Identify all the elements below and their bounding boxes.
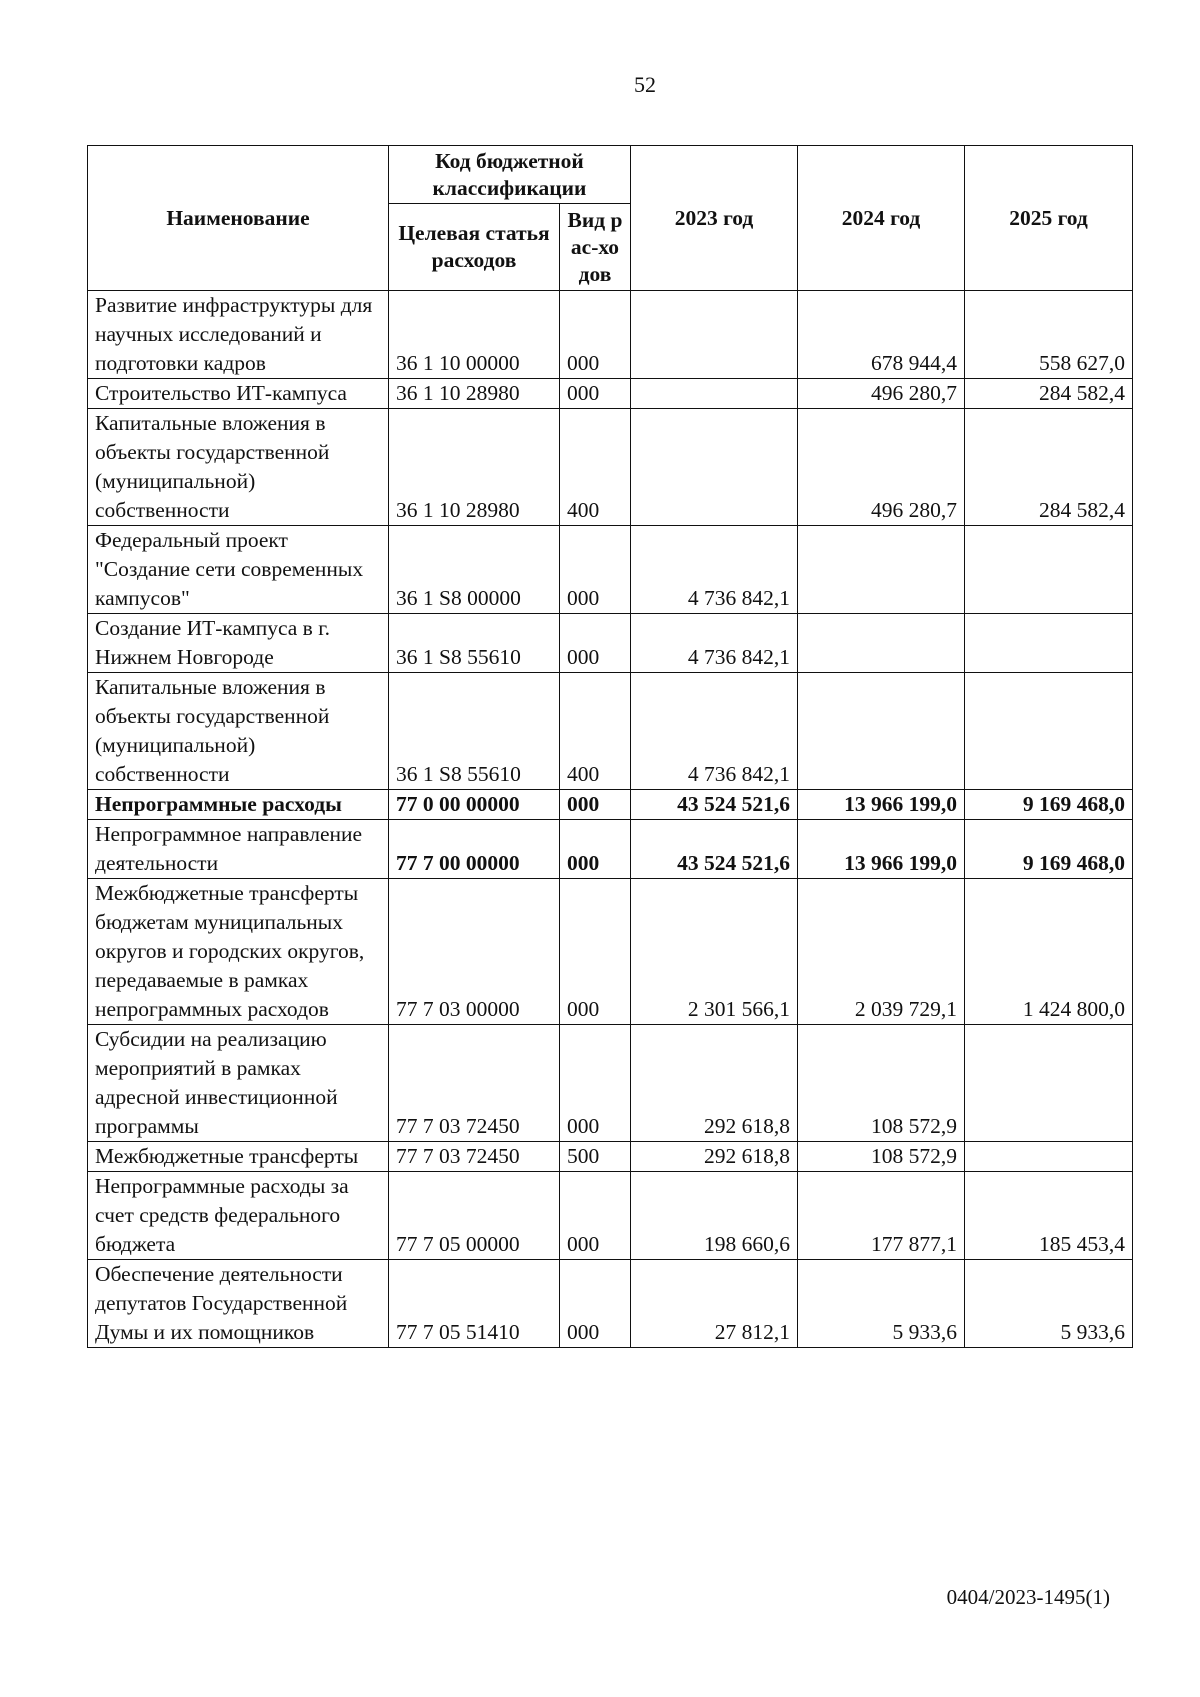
- cell-y2024: 496 280,7: [798, 379, 965, 409]
- cell-code: 36 1 10 28980: [389, 379, 560, 409]
- cell-y2023: 2 301 566,1: [631, 879, 798, 1025]
- cell-y2025: 9 169 468,0: [965, 790, 1133, 820]
- cell-name: Федеральный проект "Создание сети современных кампусов": [88, 526, 389, 614]
- cell-kind: 500: [560, 1142, 631, 1172]
- cell-kind: 000: [560, 1172, 631, 1260]
- cell-y2024: 496 280,7: [798, 409, 965, 526]
- cell-kind: 000: [560, 1025, 631, 1142]
- cell-code: 77 0 00 00000: [389, 790, 560, 820]
- cell-kind: 000: [560, 379, 631, 409]
- cell-name: Межбюджетные трансферты бюджетам муниципальных округов и городских округов, передаваемые в рамках непрограммных расходов: [88, 879, 389, 1025]
- cell-y2024: [798, 614, 965, 673]
- cell-y2025: 284 582,4: [965, 379, 1133, 409]
- cell-kind: 000: [560, 790, 631, 820]
- cell-code: 36 1 10 00000: [389, 291, 560, 379]
- cell-name: Создание ИТ-кампуса в г. Нижнем Новгороде: [88, 614, 389, 673]
- cell-y2025: [965, 614, 1133, 673]
- cell-kind: 400: [560, 409, 631, 526]
- cell-y2025: [965, 673, 1133, 790]
- cell-kind: 400: [560, 673, 631, 790]
- cell-y2023: 4 736 842,1: [631, 673, 798, 790]
- cell-name: Обеспечение деятельности депутатов Государственной Думы и их помощников: [88, 1260, 389, 1348]
- table-row: [88, 409, 1133, 526]
- budget-table: [87, 145, 1133, 1348]
- table-row: [88, 614, 1133, 673]
- cell-name: Непрограммные расходы за счет средств федерального бюджета: [88, 1172, 389, 1260]
- cell-y2023: 4 736 842,1: [631, 526, 798, 614]
- cell-kind: 000: [560, 820, 631, 879]
- cell-y2024: 13 966 199,0: [798, 790, 965, 820]
- cell-code: 36 1 S8 00000: [389, 526, 560, 614]
- table-row: [88, 379, 1133, 409]
- cell-kind: 000: [560, 291, 631, 379]
- table-body: [88, 291, 1133, 1348]
- cell-y2025: 185 453,4: [965, 1172, 1133, 1260]
- cell-y2024: 5 933,6: [798, 1260, 965, 1348]
- cell-y2025: 1 424 800,0: [965, 879, 1133, 1025]
- cell-y2025: [965, 1025, 1133, 1142]
- cell-y2023: 43 524 521,6: [631, 820, 798, 879]
- cell-y2025: 9 169 468,0: [965, 820, 1133, 879]
- cell-y2025: [965, 1142, 1133, 1172]
- table-row: [88, 790, 1133, 820]
- table-row: [88, 879, 1133, 1025]
- header-code-group: Код бюджетной классификации: [389, 146, 631, 204]
- cell-code: 36 1 S8 55610: [389, 614, 560, 673]
- cell-code: 77 7 03 72450: [389, 1142, 560, 1172]
- cell-kind: 000: [560, 1260, 631, 1348]
- table-row: [88, 1260, 1133, 1348]
- table-row: [88, 673, 1133, 790]
- cell-y2024: [798, 526, 965, 614]
- cell-y2023: 292 618,8: [631, 1025, 798, 1142]
- cell-kind: 000: [560, 879, 631, 1025]
- table-row: [88, 1142, 1133, 1172]
- cell-name: Развитие инфраструктуры для научных исследований и подготовки кадров: [88, 291, 389, 379]
- table-row: [88, 1172, 1133, 1260]
- table-row: [88, 291, 1133, 379]
- cell-y2024: 108 572,9: [798, 1025, 965, 1142]
- cell-y2025: 284 582,4: [965, 409, 1133, 526]
- header-name: Наименование: [88, 146, 389, 291]
- table-row: [88, 526, 1133, 614]
- cell-name: Непрограммные расходы: [88, 790, 389, 820]
- cell-code: 77 7 03 00000: [389, 879, 560, 1025]
- cell-y2023: [631, 291, 798, 379]
- cell-y2024: 678 944,4: [798, 291, 965, 379]
- cell-name: Капитальные вложения в объекты государственной (муниципальной) собственности: [88, 673, 389, 790]
- cell-y2025: 558 627,0: [965, 291, 1133, 379]
- cell-code: 36 1 10 28980: [389, 409, 560, 526]
- cell-code: 36 1 S8 55610: [389, 673, 560, 790]
- cell-code: 77 7 05 00000: [389, 1172, 560, 1260]
- header-2023: 2023 год: [631, 146, 798, 291]
- header-2025: 2025 год: [965, 146, 1133, 291]
- cell-y2025: [965, 526, 1133, 614]
- page-number: 52: [634, 72, 656, 97]
- cell-name: Непрограммное направление деятельности: [88, 820, 389, 879]
- table-row: [88, 1025, 1133, 1142]
- cell-name: Строительство ИТ-кампуса: [88, 379, 389, 409]
- cell-code: 77 7 03 72450: [389, 1025, 560, 1142]
- header-target: Целевая статья расходов: [389, 204, 560, 291]
- cell-y2024: [798, 673, 965, 790]
- cell-y2023: 198 660,6: [631, 1172, 798, 1260]
- cell-y2023: [631, 409, 798, 526]
- cell-y2024: 108 572,9: [798, 1142, 965, 1172]
- cell-y2025: 5 933,6: [965, 1260, 1133, 1348]
- table-row: [88, 820, 1133, 879]
- cell-y2023: [631, 379, 798, 409]
- header-2024: 2024 год: [798, 146, 965, 291]
- cell-kind: 000: [560, 526, 631, 614]
- cell-name: Межбюджетные трансферты: [88, 1142, 389, 1172]
- cell-y2024: 177 877,1: [798, 1172, 965, 1260]
- cell-y2023: 43 524 521,6: [631, 790, 798, 820]
- cell-y2024: 13 966 199,0: [798, 820, 965, 879]
- cell-y2023: 292 618,8: [631, 1142, 798, 1172]
- cell-y2024: 2 039 729,1: [798, 879, 965, 1025]
- document-number: 0404/2023-1495(1): [946, 1585, 1110, 1609]
- cell-code: 77 7 05 51410: [389, 1260, 560, 1348]
- cell-y2023: 4 736 842,1: [631, 614, 798, 673]
- cell-y2023: 27 812,1: [631, 1260, 798, 1348]
- cell-code: 77 7 00 00000: [389, 820, 560, 879]
- cell-kind: 000: [560, 614, 631, 673]
- cell-name: Субсидии на реализацию мероприятий в рамках адресной инвестиционной программы: [88, 1025, 389, 1142]
- header-kind: Вид рас-ходов: [560, 204, 631, 291]
- cell-name: Капитальные вложения в объекты государственной (муниципальной) собственности: [88, 409, 389, 526]
